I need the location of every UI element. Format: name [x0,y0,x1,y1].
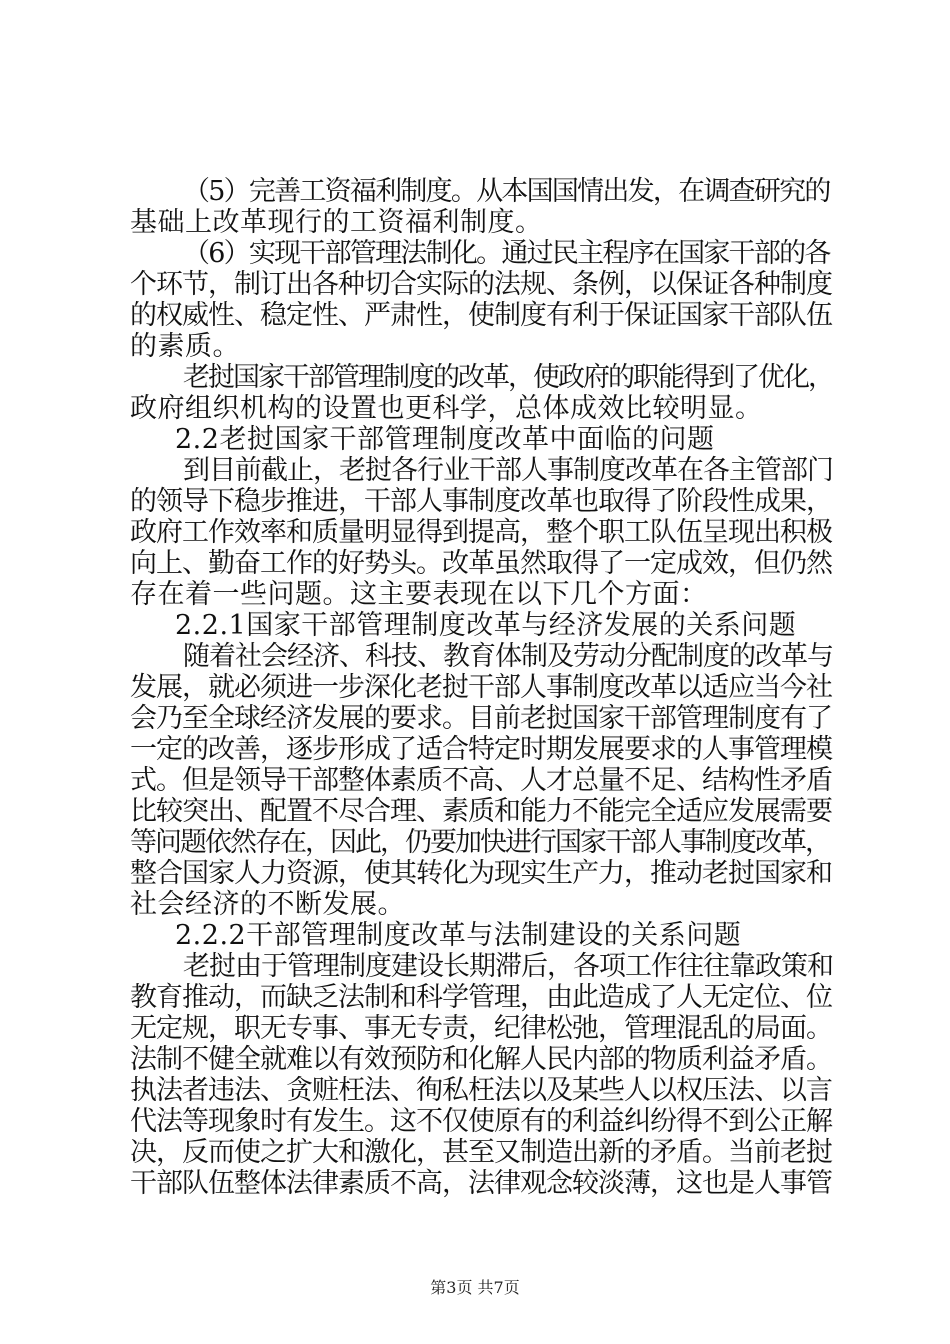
paragraph-line: 政府工作效率和质量明显得到提高，整个职工队伍呈现出积极 [130,517,832,548]
paragraph-line: 法制不健全就难以有效预防和化解人民内部的物质利益矛盾。 [130,1044,832,1075]
section-heading: 2.2老挝国家干部管理制度改革中面临的问题 [175,424,715,455]
page-number-footer: 第3页 共7页 [430,1278,520,1297]
paragraph-line: 会乃至全球经济发展的要求。目前老挝国家干部管理制度有了 [130,703,832,734]
paragraph-line: 向上、勤奋工作的好势头。改革虽然取得了一定成效，但仍然 [130,548,832,579]
paragraph-line: 教育推动，而缺乏法制和科学管理，由此造成了人无定位、位 [130,982,832,1013]
paragraph-line: 一定的改善，逐步形成了适合特定时期发展要求的人事管理模 [130,734,832,765]
paragraph-line: 决，反而使之扩大和激化，甚至又制造出新的矛盾。当前老挝 [130,1137,832,1168]
paragraph-line: 的权威性、稳定性、严肃性，使制度有利于保证国家干部队伍 [130,300,832,331]
paragraph-line: 个环节，制订出各种切合实际的法规、条例，以保证各种制度 [130,269,832,300]
paragraph-line: 社会经济的不断发展。 [130,889,405,920]
paragraph-line: 式。但是领导干部整体素质不高、人才总量不足、结构性矛盾 [130,765,832,796]
paragraph-line: 老挝国家干部管理制度的改革，使政府的职能得到了优化， [183,362,833,393]
paragraph-line: 政府组织机构的设置也更科学，总体成效比较明显。 [130,393,763,424]
paragraph-line: 发展，就必须进一步深化老挝干部人事制度改革以适应当今社 [130,672,832,703]
paragraph-line: 老挝由于管理制度建设长期滞后，各项工作往往靠政策和 [183,951,833,982]
paragraph-line: 比较突出、配置不尽合理、素质和能力不能完全适应发展需要 [130,796,832,827]
paragraph-line: 基础上改革现行的工资福利制度。 [130,207,543,238]
paragraph-line: 执法者违法、贪赃枉法、徇私枉法以及某些人以权压法、以言 [130,1075,832,1106]
paragraph-line: 代法等现象时有发生。这不仅使原有的利益纠纷得不到公正解 [130,1106,832,1137]
paragraph-line: 的素质。 [130,331,240,362]
paragraph-line: 存在着一些问题。这主要表现在以下几个方面： [130,579,708,610]
paragraph-line: 随着社会经济、科技、教育体制及劳动分配制度的改革与 [183,641,833,672]
subsection-heading: 2.2.2干部管理制度改革与法制建设的关系问题 [175,920,742,951]
paragraph-line: 无定规，职无专事、事无专责，纪律松弛，管理混乱的局面。 [130,1013,832,1044]
subsection-heading: 2.2.1国家干部管理制度改革与经济发展的关系问题 [175,610,797,641]
paragraph-line: 的领导下稳步推进，干部人事制度改革也取得了阶段性成果， [130,486,832,517]
paragraph-line: 到目前截止，老挝各行业干部人事制度改革在各主管部门 [183,455,833,486]
paragraph-line: 整合国家人力资源，使其转化为现实生产力，推动老挝国家和 [130,858,832,889]
paragraph-line: （5）完善工资福利制度。从本国国情出发，在调查研究的 [183,176,830,207]
paragraph-line: （6）实现干部管理法制化。通过民主程序在国家干部的各 [183,238,830,269]
paragraph-line: 干部队伍整体法律素质不高，法律观念较淡薄，这也是人事管 [130,1168,832,1199]
paragraph-line: 等问题依然存在，因此，仍要加快进行国家干部人事制度改革， [130,827,830,858]
